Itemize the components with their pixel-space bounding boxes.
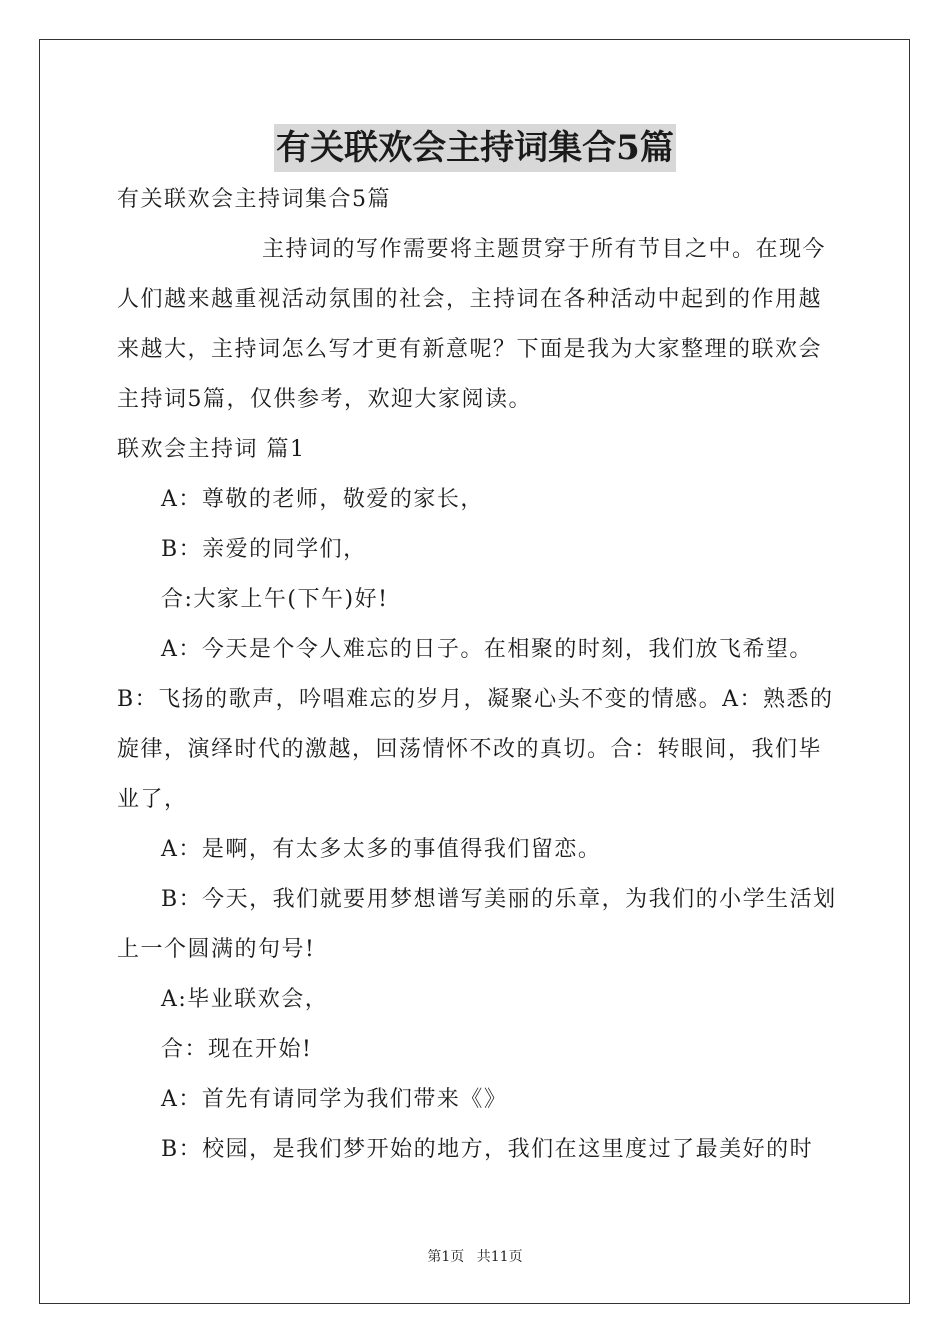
dialogue-line: 合：现在开始! xyxy=(161,1037,313,1062)
page-number: 第1页 xyxy=(427,1249,465,1265)
dialogue-line: A：首先有请同学为我们带来《》 xyxy=(161,1087,508,1112)
title-container xyxy=(0,124,950,172)
document-subtitle: 有关联欢会主持词集合5篇 xyxy=(117,187,391,212)
dialogue-line: B：今天，我们就要用梦想谱写美丽的乐章，为我们的小学生活划上一个圆满的句号! xyxy=(117,887,837,962)
dialogue-line: A：今天是个令人难忘的日子。在相聚的时刻，我们放飞希望。B：飞扬的歌声，吟唱难忘的岁月，凝聚心头不变的情感。A：熟悉的旋律，演绎时代的激越，回荡情怀不改的真切。合：转眼间，我们毕业了， xyxy=(117,637,834,812)
section-heading: 联欢会主持词 篇1 xyxy=(117,437,306,462)
dialogue-line: A:毕业联欢会， xyxy=(161,987,329,1012)
document-title: 有关联欢会主持词集合5篇 xyxy=(274,124,676,172)
dialogue-line: B：亲爱的同学们， xyxy=(161,537,367,562)
dialogue-line: A：尊敬的老师，敬爱的家长， xyxy=(161,487,484,512)
intro-paragraph: 主持词的写作需要将主题贯穿于所有节目之中。在现今人们越来越重视活动氛围的社会，主持词在各种活动中起到的作用越来越大，主持词怎么写才更有新意呢？下面是我为大家整理的联欢会主持词5篇，仅供参考，欢迎大家阅读。 xyxy=(117,237,827,412)
dialogue-line: 合:大家上午(下午)好! xyxy=(161,587,389,612)
page-total: 共11页 xyxy=(476,1249,523,1265)
dialogue-line: A：是啊，有太多太多的事值得我们留恋。 xyxy=(161,837,602,862)
dialogue-line: B：校园，是我们梦开始的地方，我们在这里度过了最美好的时 xyxy=(161,1137,814,1162)
document-body xyxy=(117,175,837,1175)
page-footer xyxy=(0,1246,950,1266)
